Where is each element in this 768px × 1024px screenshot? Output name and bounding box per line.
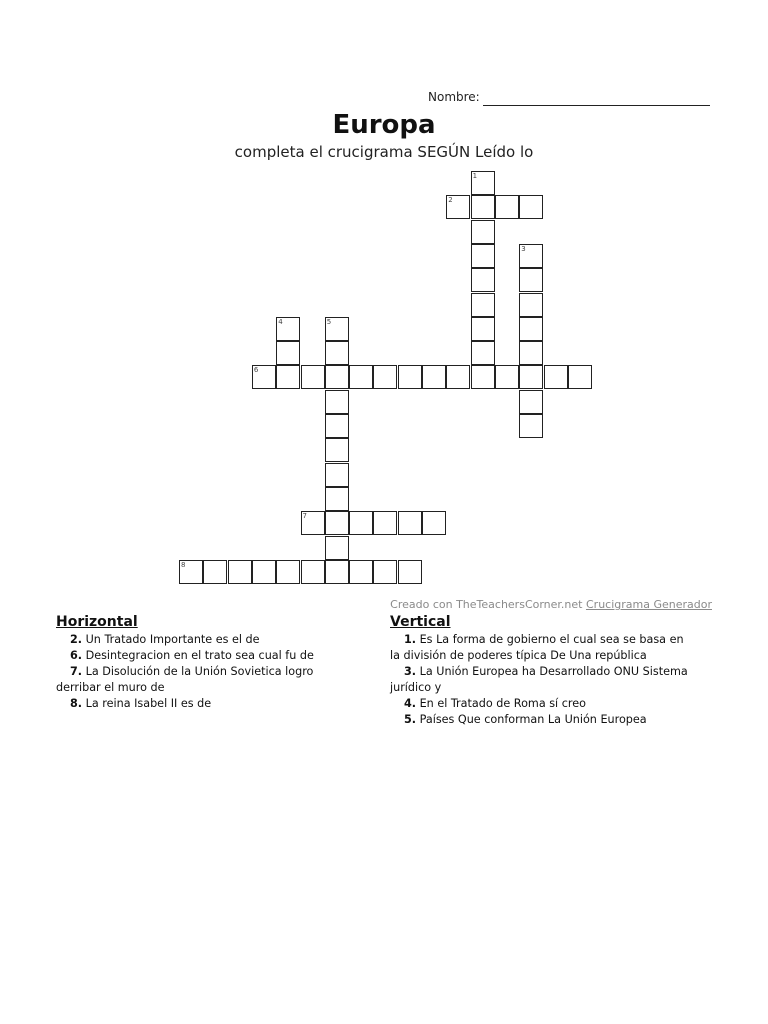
crossword-cell[interactable] <box>471 365 495 389</box>
crossword-cell[interactable] <box>301 560 325 584</box>
crossword-cell[interactable] <box>325 560 349 584</box>
cell-number: 5 <box>326 317 332 326</box>
crossword-cell[interactable] <box>544 365 568 389</box>
clue-item <box>390 664 715 680</box>
clue-text: En el Tratado de Roma sí creo <box>419 697 586 710</box>
crossword-cell[interactable] <box>446 195 470 219</box>
crossword-cell[interactable] <box>495 195 519 219</box>
crossword-cell[interactable] <box>471 268 495 292</box>
crossword-cell[interactable] <box>325 365 349 389</box>
clue-item <box>56 696 336 712</box>
crossword-cell[interactable] <box>422 511 446 535</box>
generator-link[interactable]: Crucigrama Generador <box>585 598 712 611</box>
cell-number: 4 <box>278 317 283 326</box>
credit-text: Creado con TheTeachersCorner.net <box>390 598 583 611</box>
crossword-cell[interactable] <box>276 365 300 389</box>
crossword-cell[interactable] <box>519 317 543 341</box>
clue-item <box>390 712 715 728</box>
cell-number: 3 <box>521 244 526 253</box>
crossword-cell[interactable] <box>519 195 543 219</box>
clue-item <box>390 680 715 696</box>
clue-number: 5. <box>404 713 417 726</box>
crossword-cell[interactable] <box>325 390 349 414</box>
crossword-cell[interactable] <box>325 487 349 511</box>
crossword-cell[interactable] <box>325 511 349 535</box>
crossword-cell[interactable] <box>203 560 227 584</box>
cell-number: 2 <box>448 196 453 205</box>
crossword-cell[interactable] <box>325 341 349 365</box>
crossword-cell[interactable] <box>495 365 519 389</box>
clue-item <box>390 632 715 648</box>
crossword-cell[interactable] <box>519 390 543 414</box>
cell-number: 1 <box>472 172 478 180</box>
clue-item <box>56 648 336 664</box>
crossword-cell[interactable] <box>398 511 422 535</box>
crossword-cell[interactable] <box>471 341 495 365</box>
clue-text: La Disolución de la Unión Sovietica logro <box>85 665 314 678</box>
crossword-cell[interactable] <box>301 365 325 389</box>
crossword-cell[interactable] <box>325 317 349 341</box>
clue-number: 1. <box>404 633 417 646</box>
crossword-cell[interactable] <box>471 317 495 341</box>
crossword-cell[interactable] <box>179 560 203 584</box>
crossword-cell[interactable] <box>252 365 276 389</box>
page-subtitle: completa el crucigrama SEGÚN Leído lo <box>234 143 534 161</box>
credit-line <box>390 598 712 611</box>
clue-item <box>56 632 336 648</box>
crossword-cell[interactable] <box>276 317 300 341</box>
crossword-cell[interactable] <box>519 293 543 317</box>
clue-text: Un Tratado Importante es el de <box>85 633 260 646</box>
clue-text: Es La forma de gobierno el cual sea se basa en <box>419 633 684 646</box>
crossword-cell[interactable] <box>276 560 300 584</box>
crossword-cell[interactable] <box>471 244 495 268</box>
crossword-cell[interactable] <box>471 220 495 244</box>
crossword-cell[interactable] <box>519 365 543 389</box>
crossword-cell[interactable] <box>325 438 349 462</box>
crossword-cell[interactable] <box>373 511 397 535</box>
clue-item <box>390 696 715 712</box>
crossword-cell[interactable] <box>519 341 543 365</box>
crossword-cell[interactable] <box>471 293 495 317</box>
vertical-clues <box>390 613 715 728</box>
clue-item <box>56 680 336 696</box>
cell-number: 6 <box>253 366 259 375</box>
clue-number: 2. <box>70 633 83 646</box>
crossword-cell[interactable] <box>301 511 325 535</box>
clue-text: la división de poderes típica De Una república <box>390 649 647 662</box>
horizontal-clues <box>56 613 336 712</box>
name-field-line[interactable] <box>483 105 710 106</box>
crossword-cell[interactable] <box>446 365 470 389</box>
vertical-heading: Vertical <box>390 614 451 630</box>
clue-text: La reina Isabel II es de <box>85 697 212 710</box>
crossword-cell[interactable] <box>349 511 373 535</box>
crossword-cell[interactable] <box>568 365 592 389</box>
clue-text: Desintegracion en el trato sea cual fu de <box>85 649 314 662</box>
name-label: Nombre: <box>428 90 480 104</box>
crossword-cell[interactable] <box>325 463 349 487</box>
horizontal-heading: Horizontal <box>56 614 138 630</box>
crossword-cell[interactable] <box>519 244 543 268</box>
crossword-cell[interactable] <box>252 560 276 584</box>
clue-item <box>390 648 715 664</box>
crossword-cell[interactable] <box>398 560 422 584</box>
clue-item <box>56 664 336 680</box>
crossword-cell[interactable] <box>276 341 300 365</box>
clue-text: Países Que conforman La Unión Europea <box>419 713 647 726</box>
crossword-cell[interactable] <box>228 560 252 584</box>
clue-text: derribar el muro de <box>56 681 165 694</box>
crossword-cell[interactable] <box>349 560 373 584</box>
cell-number: 8 <box>181 560 186 569</box>
clue-number: 7. <box>70 665 83 678</box>
crossword-cell[interactable] <box>373 365 397 389</box>
crossword-cell[interactable] <box>519 414 543 438</box>
crossword-cell[interactable] <box>325 414 349 438</box>
crossword-cell[interactable] <box>422 365 446 389</box>
clue-number: 3. <box>404 665 417 678</box>
crossword-cell[interactable] <box>325 536 349 560</box>
crossword-cell[interactable] <box>471 171 495 195</box>
clue-text: La Unión Europea ha Desarrollado ONU Sistema <box>419 665 688 678</box>
clue-text: jurídico y <box>390 681 442 694</box>
crossword-cell[interactable] <box>398 365 422 389</box>
cell-number: 7 <box>302 512 307 521</box>
crossword-cell[interactable] <box>349 365 373 389</box>
page-title: Europa <box>332 110 436 140</box>
clue-number: 6. <box>70 649 83 662</box>
crossword-cell[interactable] <box>471 195 495 219</box>
clue-number: 8. <box>70 697 83 710</box>
clue-number: 4. <box>404 697 417 710</box>
crossword-cell[interactable] <box>519 268 543 292</box>
crossword-cell[interactable] <box>373 560 397 584</box>
